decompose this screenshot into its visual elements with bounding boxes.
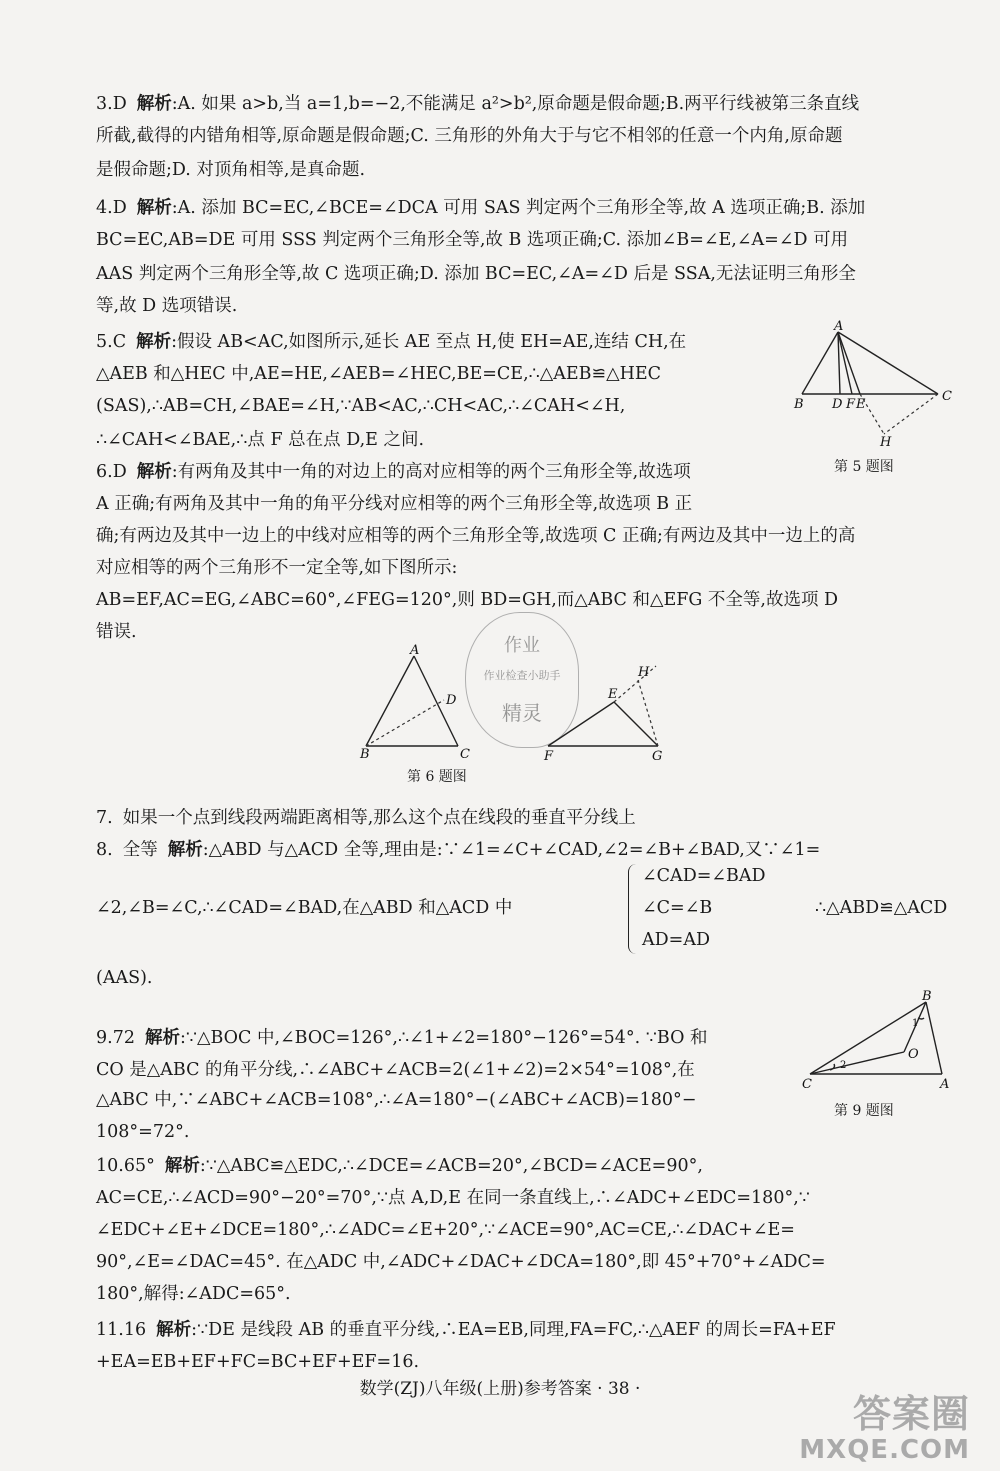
- line-text: AC=CE,∴∠ACD=90°−20°=70°,∵点 A,D,E 在同一条直线上,∴∠ADC+∠EDC=180°,∵: [96, 1188, 810, 1208]
- fig5-label-E: E: [856, 397, 866, 412]
- system-equation-3: AD=AD: [642, 930, 711, 950]
- fig9-label-1: 1: [912, 1018, 919, 1029]
- question-number: 8.: [96, 840, 113, 860]
- text-line: [96, 92, 859, 116]
- line-text: :∵DE 是线段 AB 的垂直平分线,∴EA=EB,同理,FA=FC,∴△AEF 的周长=FA+EF: [191, 1320, 836, 1340]
- text-line: [96, 158, 365, 182]
- fig6-label-D: D: [446, 693, 457, 708]
- analysis-label: 解析: [136, 332, 172, 352]
- line-text: BC=EC,AB=DE 可用 SSS 判定两个三角形全等,故 B 选项正确;C. 添加∠B=∠E,∠A=∠D 可用: [96, 230, 849, 250]
- figure-9: [800, 989, 950, 1092]
- line-text: 如果一个点到线段两端距离相等,那么这个点在线段的垂直平分线上: [122, 808, 636, 828]
- stamp-text-top: 作业: [504, 635, 540, 656]
- fig5-label-H: H: [880, 435, 892, 450]
- text-line: [96, 228, 848, 252]
- fig6-label-G: G: [652, 749, 663, 764]
- line-text: 对应相等的两个三角形不一定全等,如下图所示:: [96, 558, 458, 578]
- watermark-line-2: MXQE.COM: [799, 1435, 970, 1465]
- fig5-label-F: F: [846, 397, 856, 412]
- question-number: 6.D: [96, 462, 127, 482]
- analysis-label: 解析: [136, 94, 172, 114]
- text-line: [96, 1350, 419, 1374]
- line-text: 所截,截得的内错角相等,原命题是假命题;C. 三角形的外角大于与它不相邻的任意一个内角,原命题: [96, 126, 843, 146]
- question-number: 10.65°: [96, 1156, 155, 1176]
- line-text: AAS 判定两个三角形全等,故 C 选项正确;D. 添加 BC=EC,∠A=∠D 后是 SSA,无法证明三角形全: [96, 264, 856, 284]
- watermark: [799, 1392, 970, 1468]
- line-text: :∵△BOC 中,∠BOC=126°,∴∠1+∠2=180°−126°=54°. ∵BO 和: [179, 1028, 708, 1048]
- fig6-caption: 第 6 题图: [407, 769, 467, 785]
- line-text: 等,故 D 选项错误.: [96, 296, 238, 316]
- line-text: 90°,∠E=∠DAC=45°. 在△ADC 中,∠ADC+∠DAC+∠DCA=180°,即 45°+70°+∠ADC=: [96, 1252, 826, 1272]
- fig9-label-A: A: [940, 1077, 950, 1092]
- text-line: [96, 196, 865, 220]
- analysis-label: 解析: [156, 1320, 192, 1340]
- line-text: (AAS).: [96, 968, 153, 988]
- stamp-text-middle: 作业检查小助手: [483, 669, 561, 682]
- text-line: [96, 428, 424, 452]
- text-line: [96, 1282, 291, 1306]
- system-brace: [628, 864, 639, 954]
- text-line: [96, 966, 152, 990]
- line-text: ∠EDC+∠E+∠DCE=180°,∴∠ADC=∠E+20°,∵∠ACE=90°,AC=CE,∴∠DAC+∠E=: [96, 1220, 795, 1240]
- line-text: 180°,解得:∠ADC=65°.: [96, 1284, 291, 1304]
- text-line: [96, 1218, 795, 1242]
- text-line: [96, 262, 856, 286]
- line-text: 错误.: [96, 622, 137, 642]
- text-line: [96, 1120, 189, 1144]
- line-text: :∵△ABC≌△EDC,∴∠DCE=∠ACB=20°,∠BCD=∠ACE=90°,: [199, 1156, 703, 1176]
- fig5-caption: 第 5 题图: [834, 459, 894, 475]
- line-text: :有两角及其中一角的对边上的高对应相等的两个三角形全等,故选项: [171, 462, 691, 482]
- line-text: △ABC 中,∵∠ABC+∠ACB=108°,∴∠A=180°−(∠ABC+∠ACB)=180°−: [96, 1090, 697, 1110]
- text-line: [96, 1088, 696, 1112]
- page-footer: 数学(ZJ)八年级(上册)参考答案 · 38 ·: [359, 1379, 641, 1399]
- fig6-label-B: B: [360, 747, 370, 762]
- text-line: [96, 620, 137, 644]
- text-line: [96, 524, 855, 548]
- figure-5: [790, 319, 952, 450]
- line-text: 108°=72°.: [96, 1122, 190, 1142]
- text-line: [96, 806, 636, 830]
- line-text: AB=EF,AC=EG,∠ABC=60°,∠FEG=120°,则 BD=GH,而△ABC 和△EFG 不全等,故选项 D: [96, 590, 839, 610]
- fig5-label-B: B: [794, 397, 804, 412]
- analysis-label: 解析: [164, 1156, 200, 1176]
- line-text: ∠2,∠B=∠C,∴∠CAD=∠BAD,在△ABD 和△ACD 中: [96, 898, 513, 918]
- text-line: [96, 1026, 708, 1050]
- line-text: :A. 添加 BC=EC,∠BCE=∠DCA 可用 SAS 判定两个三角形全等,故 A 选项正确;B. 添加: [171, 198, 866, 218]
- line-text: 是假命题;D. 对顶角相等,是真命题.: [96, 160, 366, 180]
- question-number: 11.16: [96, 1320, 147, 1340]
- line-text: (SAS),∴AB=CH,∠BAE=∠H,∵AB<AC,∴CH<AC,∴∠CAH<∠H,: [96, 396, 626, 416]
- text-line: [96, 588, 838, 612]
- text-line: [96, 1186, 810, 1210]
- system-equation-2: ∠C=∠B: [642, 898, 713, 918]
- line-text: △AEB 和△HEC 中,AE=HE,∠AEB=∠HEC,BE=CE,∴△AEB≌△HEC: [96, 364, 662, 384]
- line-text: A 正确;有两角及其中一角的角平分线对应相等的两个三角形全等,故选项 B 正: [96, 494, 693, 514]
- line-text: :A. 如果 a>b,当 a=1,b=−2,不能满足 a²>b²,原命题是假命题;B.两平行线被第三条直线: [171, 94, 860, 114]
- line-text: :△ABD 与△ACD 全等,理由是:∵∠1=∠C+∠CAD,∠2=∠B+∠BAD,又∵∠1=: [202, 840, 821, 860]
- line-text: +EA=EB+EF+FC=BC+EF+EF=16.: [96, 1352, 420, 1372]
- analysis-label: 解析: [144, 1028, 180, 1048]
- question-number: 5.C: [96, 332, 127, 352]
- analysis-label: 解析: [167, 840, 203, 860]
- stamp-text-bottom: 精灵: [502, 701, 542, 725]
- text-line: [96, 1058, 695, 1082]
- analysis-label: 解析: [136, 462, 172, 482]
- line-text: CO 是△ABC 的角平分线,∴∠ABC+∠ACB=2(∠1+∠2)=2×54°=108°,在: [96, 1060, 695, 1080]
- fig9-label-O: O: [908, 1047, 919, 1062]
- text-line: [96, 1250, 826, 1274]
- answer: 全等: [122, 840, 158, 860]
- text-line: [96, 1154, 703, 1178]
- fig6-label-H: H: [638, 665, 650, 680]
- text-line: [96, 1318, 836, 1342]
- fig9-label-B: B: [922, 989, 932, 1004]
- line-text: 确;有两边及其中一边上的中线对应相等的两个三角形全等,故选项 C 正确;有两边及其中一边上的高: [96, 526, 856, 546]
- text-line: [96, 838, 820, 862]
- analysis-label: 解析: [136, 198, 172, 218]
- fig6-label-F: F: [544, 749, 554, 764]
- text-line: [96, 294, 237, 318]
- fig5-label-C: C: [942, 389, 952, 404]
- system-conclusion: ∴△ABD≌△ACD: [815, 898, 948, 918]
- fig9-label-C: C: [802, 1077, 812, 1092]
- line-text: :假设 AB<AC,如图所示,延长 AE 至点 H,使 EH=AE,连结 CH,在: [171, 332, 687, 352]
- question-number: 9.72: [96, 1028, 135, 1048]
- text-line: [96, 330, 686, 354]
- fig6-label-A: A: [410, 643, 420, 658]
- fig5-label-D: D: [832, 397, 843, 412]
- line-text: ∴∠CAH<∠BAE,∴点 F 总在点 D,E 之间.: [96, 430, 425, 450]
- text-line: [96, 124, 842, 148]
- text-line: [96, 394, 625, 418]
- fig9-label-2: 2: [840, 1060, 847, 1071]
- watermark-line-1: 答案圈: [852, 1392, 970, 1436]
- text-line: [96, 556, 457, 580]
- text-line: [96, 362, 661, 386]
- question-number: 7.: [96, 808, 113, 828]
- text-line: [96, 492, 692, 516]
- question-number: 4.D: [96, 198, 127, 218]
- fig6-label-E: E: [608, 687, 618, 702]
- question-number: 3.D: [96, 94, 127, 114]
- text-line: [96, 460, 691, 484]
- system-equation-1: ∠CAD=∠BAD: [642, 866, 766, 886]
- text-line: [96, 896, 512, 920]
- fig9-caption: 第 9 题图: [834, 1103, 894, 1119]
- fig6-label-C: C: [460, 747, 470, 762]
- fig5-label-A: A: [834, 319, 844, 334]
